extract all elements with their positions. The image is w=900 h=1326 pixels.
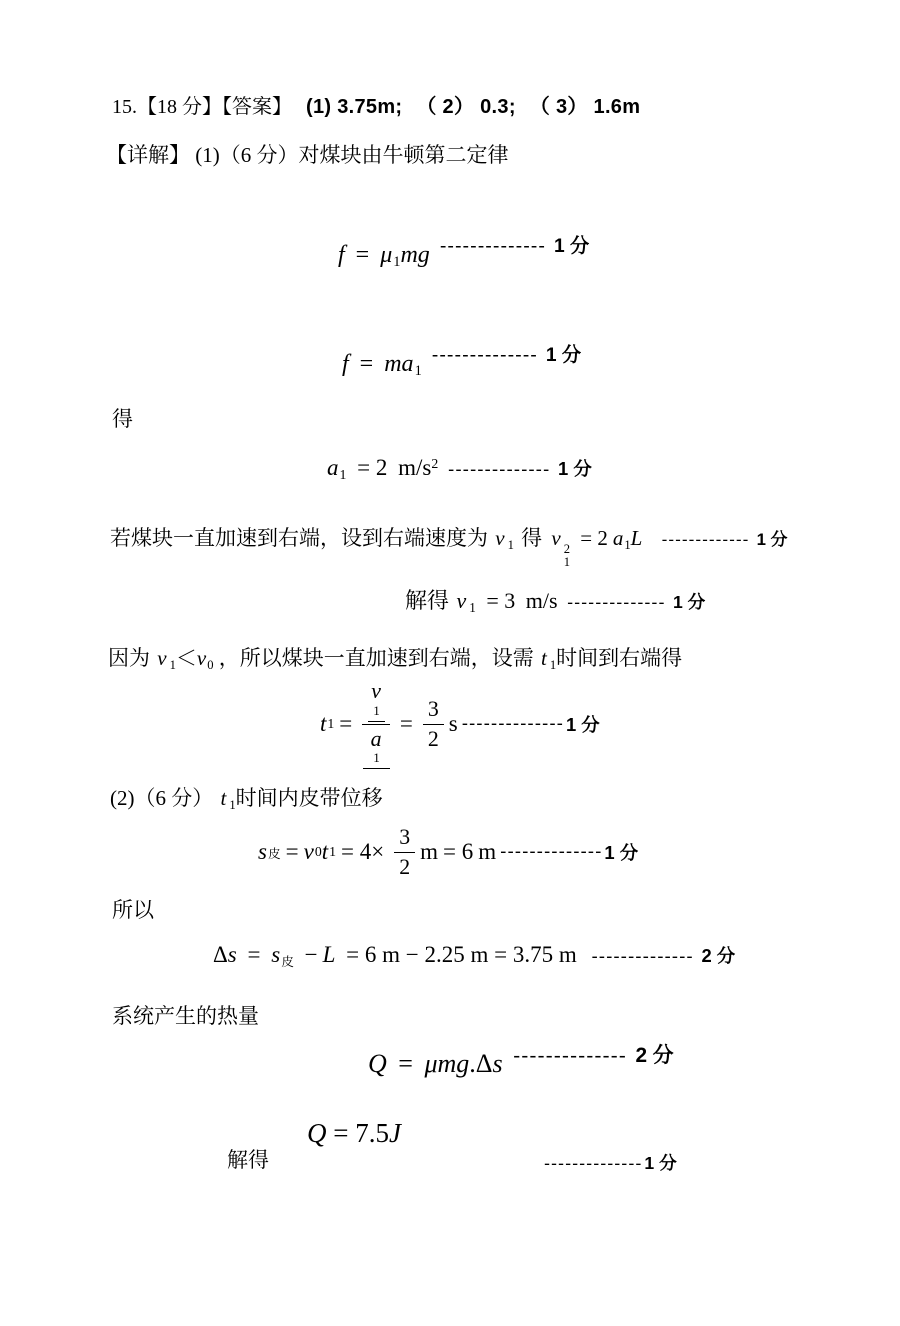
dashed-rule: -------------- bbox=[567, 592, 666, 612]
subscript-1: 1 bbox=[507, 537, 514, 552]
subscript-pi: 皮 bbox=[281, 955, 294, 970]
text-yinwei-2: ，所以煤块一直加速到右端，设需 bbox=[218, 646, 534, 670]
var-mg: mg bbox=[437, 1049, 470, 1078]
text-heat: 系统产生的热量 bbox=[112, 1004, 259, 1028]
var-v: v bbox=[196, 646, 207, 670]
equals-sign: = bbox=[399, 711, 413, 736]
var-v: v bbox=[495, 526, 505, 550]
subscript-1: 1 bbox=[624, 537, 631, 552]
dashed-rule: -------------- bbox=[591, 947, 694, 967]
var-v: v bbox=[157, 646, 167, 670]
part2-text: 时间内皮带位移 bbox=[235, 786, 383, 810]
score-label: 1 分 bbox=[545, 345, 582, 366]
fraction-3-2 bbox=[423, 697, 444, 751]
denominator: 2 bbox=[399, 854, 411, 879]
var-a: a bbox=[327, 455, 339, 480]
text-yinwei-3: 时间到右端得 bbox=[556, 646, 683, 670]
answer-part-3: （ 3） 1.6m bbox=[529, 96, 641, 118]
var-L: L bbox=[630, 526, 643, 550]
delta-symbol: Δ bbox=[475, 1049, 493, 1078]
subscript-0: 0 bbox=[207, 657, 214, 672]
var-t: t bbox=[321, 839, 329, 864]
var-mu: μ bbox=[380, 242, 393, 268]
equals-sign: = bbox=[355, 242, 370, 268]
formula-belt-displacement bbox=[258, 820, 638, 884]
dot-symbol: . bbox=[469, 1049, 476, 1078]
subscript-1: 1 bbox=[563, 555, 570, 570]
equals-sign: = bbox=[359, 351, 374, 377]
equals-value: = 2 bbox=[357, 455, 388, 480]
score-label: 1 分 bbox=[565, 714, 600, 735]
text-line-de bbox=[112, 403, 133, 433]
var-ma: ma bbox=[384, 351, 414, 377]
var-v: v bbox=[371, 679, 381, 704]
var-Q: Q bbox=[368, 1049, 387, 1078]
equals-sign: = bbox=[339, 711, 353, 736]
text-line-part2 bbox=[110, 782, 383, 813]
subscript-1: 1 bbox=[368, 704, 385, 722]
score-label: 1 分 bbox=[604, 842, 639, 863]
less-than-sign: ＜ bbox=[175, 646, 197, 670]
var-mu: μ bbox=[424, 1049, 438, 1078]
equals-value: = 4× bbox=[341, 839, 385, 864]
fraction-3-2 bbox=[394, 825, 415, 879]
subscript-0: 0 bbox=[314, 844, 322, 859]
minus-sign: − bbox=[304, 942, 318, 967]
superscript-2: 2 bbox=[563, 541, 570, 556]
var-f: f bbox=[338, 242, 345, 268]
formula-heat bbox=[368, 1044, 674, 1079]
score-label: 1 分 bbox=[756, 530, 788, 549]
answer-part-1: (1) 3.75m; bbox=[306, 96, 403, 118]
var-s: s bbox=[492, 1049, 503, 1078]
dash-score-group bbox=[540, 1149, 677, 1175]
unit-m: m bbox=[420, 839, 439, 864]
equals-sign: = bbox=[285, 839, 299, 864]
text-line-suoyi bbox=[112, 894, 154, 924]
formula-relative-displacement bbox=[213, 942, 735, 970]
equals-value: = 2 bbox=[580, 526, 608, 550]
numerator: 3 bbox=[423, 697, 444, 724]
text-ruo-1: 若煤块一直加速到右端，设到右端速度为 bbox=[110, 526, 488, 550]
subscript-1: 1 bbox=[339, 466, 347, 482]
equals-value: = 3 bbox=[486, 588, 516, 613]
var-v: v bbox=[551, 526, 561, 550]
score-label: 1 分 bbox=[644, 1153, 677, 1173]
var-L: L bbox=[322, 942, 336, 967]
dashed-rule: -------------- bbox=[513, 1044, 627, 1067]
var-mg: mg bbox=[400, 242, 430, 268]
text-line-heat bbox=[112, 1000, 259, 1030]
numerator: 3 bbox=[394, 825, 415, 852]
subscript-1: 1 bbox=[169, 657, 176, 672]
answer-line bbox=[112, 90, 640, 119]
detail-line bbox=[106, 139, 509, 169]
subscript-1: 1 bbox=[414, 363, 422, 380]
text-ruo-2: 得 bbox=[521, 526, 543, 550]
var-Q: Q bbox=[307, 1118, 327, 1148]
subscript-1: 1 bbox=[327, 716, 335, 731]
var-s: s bbox=[258, 839, 267, 864]
score-label: 1 分 bbox=[553, 236, 590, 257]
fraction-v1-a1 bbox=[362, 679, 390, 768]
denominator: 2 bbox=[427, 726, 439, 751]
formula-acceleration bbox=[327, 455, 592, 483]
dashed-rule: ------------- bbox=[661, 530, 750, 549]
score-label: 1 分 bbox=[558, 458, 592, 479]
subscript-1: 1 bbox=[329, 844, 337, 859]
var-s: s bbox=[271, 942, 281, 967]
subscript-pi: 皮 bbox=[267, 846, 281, 861]
delta-symbol: Δ bbox=[213, 942, 228, 967]
answer-part-2: （ 2） 0.3; bbox=[416, 96, 516, 118]
var-v: v bbox=[456, 588, 467, 613]
solve-line-q bbox=[227, 1118, 697, 1173]
dashed-rule: -------------- bbox=[448, 460, 551, 480]
text-jiede: 解得 bbox=[227, 1148, 269, 1172]
unit-m-per-s: m/s bbox=[525, 588, 558, 613]
var-t: t bbox=[220, 786, 227, 810]
dashed-rule: -------------- bbox=[500, 842, 603, 862]
unit-J: J bbox=[388, 1118, 401, 1148]
subscript-1: 1 bbox=[393, 254, 401, 271]
text-jiede: 解得 bbox=[405, 588, 450, 613]
dashed-rule: -------------- bbox=[544, 1153, 643, 1173]
var-f: f bbox=[342, 351, 349, 377]
formula-newton bbox=[342, 345, 582, 380]
equals-values: = 6 m − 2.25 m = 3.75 m bbox=[346, 942, 577, 967]
score-label: 2 分 bbox=[635, 1044, 674, 1067]
var-t: t bbox=[541, 646, 547, 670]
equals-value: = 7.5 bbox=[326, 1118, 389, 1148]
text-suoyi: 所以 bbox=[112, 898, 154, 922]
formula-time bbox=[320, 679, 600, 765]
score-label: 1 分 bbox=[672, 592, 706, 612]
solve-line-v1 bbox=[405, 584, 705, 616]
unit-s: s bbox=[448, 711, 458, 736]
dashed-rule: -------------- bbox=[461, 714, 564, 734]
text-line-ruo bbox=[110, 522, 787, 569]
equals-sign: = bbox=[398, 1049, 413, 1078]
unit-m-per-s: m/s bbox=[398, 455, 432, 480]
score-label: 2 分 bbox=[701, 945, 736, 966]
part2-tag: (2)（6 分） bbox=[110, 786, 214, 810]
var-a: a bbox=[612, 526, 624, 550]
subscript-1: 1 bbox=[469, 599, 476, 615]
detail-label: 【详解】 bbox=[106, 143, 190, 167]
answer-label: 15.【18 分】【答案】 bbox=[112, 96, 292, 118]
subscript-1: 1 bbox=[363, 751, 390, 769]
equals-value: = 6 bbox=[443, 839, 474, 864]
var-t: t bbox=[320, 711, 327, 736]
text-de: 得 bbox=[112, 407, 133, 431]
superscript-2: 2 bbox=[431, 456, 439, 472]
subscript-1: 1 bbox=[549, 657, 557, 672]
text-line-yinwei bbox=[108, 642, 682, 673]
text-yinwei-1: 因为 bbox=[108, 646, 150, 670]
dashed-rule: -------------- bbox=[439, 236, 546, 257]
dashed-rule: -------------- bbox=[431, 345, 538, 366]
formula-friction bbox=[338, 236, 590, 271]
formula-q-value bbox=[307, 1118, 401, 1149]
var-v: v bbox=[303, 839, 314, 864]
subscript-1: 1 bbox=[229, 797, 236, 812]
equals-sign: = bbox=[247, 942, 261, 967]
var-a: a bbox=[370, 726, 382, 751]
detail-text: (1)（6 分）对煤块由牛顿第二定律 bbox=[195, 143, 509, 167]
sub-sup-stack bbox=[564, 543, 570, 569]
var-s: s bbox=[227, 942, 237, 967]
unit-m: m bbox=[478, 839, 497, 864]
